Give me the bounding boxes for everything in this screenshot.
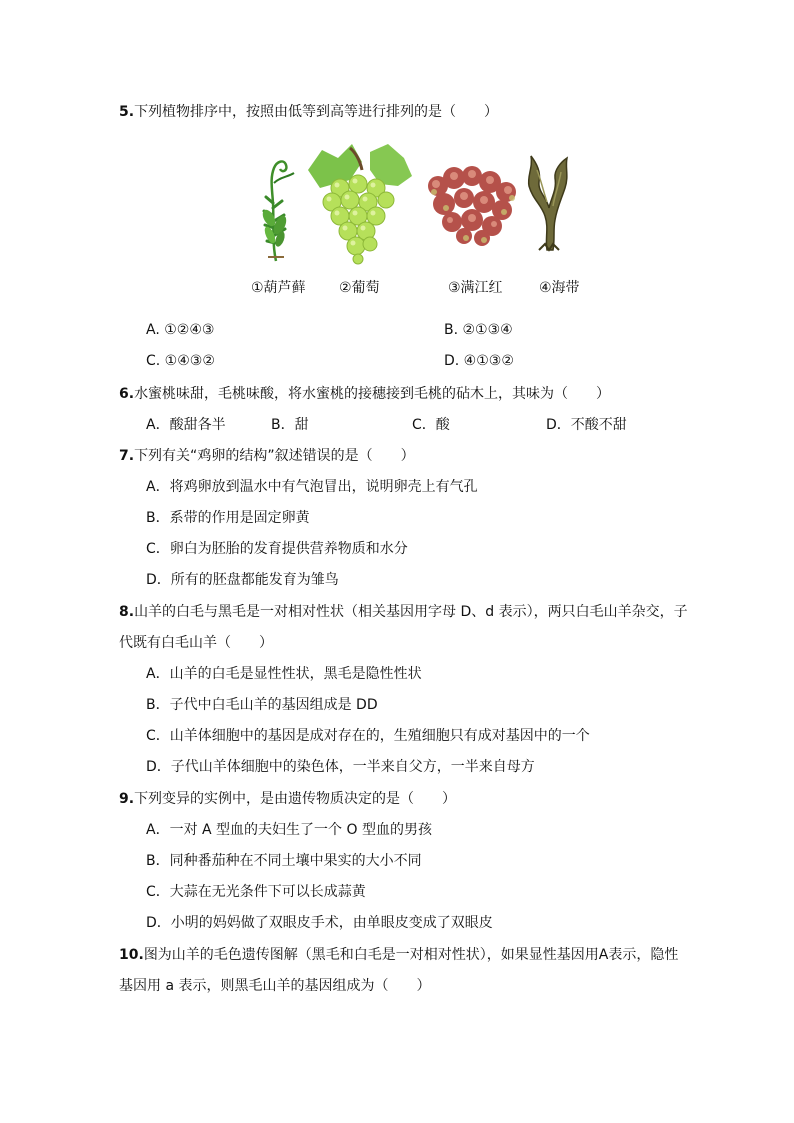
question-text: 山羊的白毛与黑毛是一对相对性状（相关基因用字母 D、d 表示），两只白毛山羊杂交，子 [134,604,688,620]
question-text: 图为山羊的毛色遗传图解（黑毛和白毛是一对相对性状），如果显性基因用A表示，隐性 [143,947,679,963]
option-c[interactable]: C．山羊体细胞中的基因是成对存在的，生殖细胞只有成对基因中的一个 [146,728,590,744]
question-text: 水蜜桃味甜，毛桃味酸，将水蜜桃的接穗接到毛桃的砧木上，其味为（ ） [134,386,611,402]
question-text: 下列变异的实例中，是由遗传物质决定的是（ ） [134,791,457,807]
question-number: 9. [119,791,135,807]
question-number: 6. [119,386,135,402]
question-8-stem-continued: 代既有白毛山羊（ ） [119,635,273,651]
question-text: 下列有关“鸡卵的结构”叙述错误的是（ ） [134,448,415,464]
question-10-stem [119,945,678,965]
option-a[interactable]: A．山羊的白毛是显性性状，黑毛是隐性性状 [146,666,422,682]
caption-azolla: ③满江红 [448,280,503,296]
question-7-stem [119,446,415,466]
option-b[interactable]: B．甜 [271,417,309,433]
question-9-stem [119,789,456,809]
option-b[interactable]: B．同种番茄种在不同土壤中果实的大小不同 [146,853,422,869]
question-5-stem [119,102,498,122]
question-number: 8. [119,604,135,620]
option-b[interactable]: B．系带的作用是固定卵黄 [146,510,310,526]
option-a[interactable]: A. ①②④③ [146,322,215,338]
option-b[interactable]: B．子代中白毛山羊的基因组成是 DD [146,697,378,713]
question-number: 7. [119,448,135,464]
question-number: 10. [119,947,144,963]
option-a[interactable]: A．一对 A 型血的夫妇生了一个 O 型血的男孩 [146,822,432,838]
question-8-stem [119,602,688,622]
question-number: 5. [119,104,135,120]
option-d[interactable]: D．小明的妈妈做了双眼皮手术，由单眼皮变成了双眼皮 [146,915,493,931]
option-d[interactable]: D．所有的胚盘都能发育为雏鸟 [146,572,339,588]
option-c[interactable]: C．酸 [412,417,450,433]
option-a[interactable]: A．将鸡卵放到温水中有气泡冒出，说明卵壳上有气孔 [146,479,478,495]
kelp-seaweed-icon [523,150,575,254]
question-6-stem [119,384,610,404]
caption-grape: ②葡萄 [339,280,380,296]
moss-plant-icon [254,153,300,263]
question-text: 下列植物排序中，按照由低等到高等进行排列的是（ ） [134,104,499,120]
grape-cluster-icon [300,140,415,265]
caption-moss: ①葫芦藓 [251,280,306,296]
option-c[interactable]: C．大蒜在无光条件下可以长成蒜黄 [146,884,366,900]
option-d[interactable]: D．子代山羊体细胞中的染色体，一半来自父方，一半来自母方 [146,759,535,775]
option-a[interactable]: A．酸甜各半 [146,417,226,433]
option-c[interactable]: C．卵白为胚胎的发育提供营养物质和水分 [146,541,408,557]
caption-kelp: ④海带 [539,280,580,296]
azolla-fern-icon [424,164,520,248]
option-b[interactable]: B. ②①③④ [444,322,513,338]
option-d[interactable]: D. ④①③② [444,353,514,369]
option-d[interactable]: D．不酸不甜 [546,417,627,433]
option-c[interactable]: C. ①④③② [146,353,215,369]
question-10-stem-continued: 基因用 a 表示，则黑毛山羊的基因组成为（ ） [119,978,431,994]
